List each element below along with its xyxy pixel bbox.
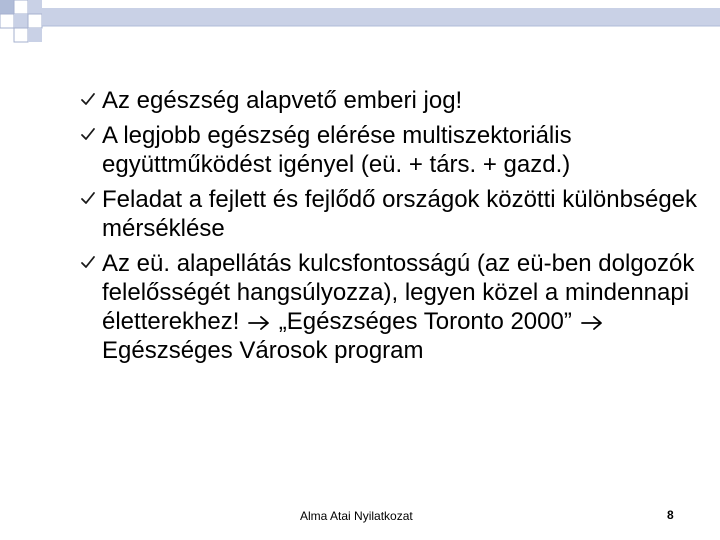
footer-text: Alma Atai Nyilatkozat [300,509,413,523]
deco-square [0,14,14,28]
checkmark-icon [80,191,96,207]
deco-square [14,14,28,28]
bullet-item [80,86,700,115]
deco-square [0,0,14,14]
deco-square [28,0,42,14]
deco-square [14,0,28,14]
arrow-right-icon [248,316,270,330]
header-decoration [0,0,720,60]
deco-square [14,28,28,42]
bullet-item [80,249,700,365]
deco-band [42,8,720,26]
bullet-text: „Egészséges Toronto 2000” [278,308,572,335]
deco-square [28,14,42,28]
bullet-text: A legjobb egészség elérése multiszektoriális együttműködést igényel (eü. + társ. + gazd.) [102,122,572,178]
checkmark-icon [80,127,96,143]
bullet-text: Feladat a fejlett és fejlődő országok közötti különbségek mérséklése [102,186,698,242]
slide-content [80,86,700,371]
arrow-right-icon [581,316,603,330]
bullet-text: Egészséges Városok program [102,337,424,364]
bullet-text: Az eü. alapellátás kulcsfontosságú (az eü-ben dolgozók felelősségét hangsúlyozza), legyen közel a mindennapi életterekhez! [102,250,695,335]
checkmark-icon [80,255,96,271]
bullet-text: Az egészség alapvető emberi jog! [102,87,463,114]
checkmark-icon [80,92,96,108]
bullet-item [80,185,700,243]
slide-footer [0,506,720,526]
page-number: 8 [667,508,674,522]
deco-square [28,28,42,42]
bullet-item [80,121,700,179]
